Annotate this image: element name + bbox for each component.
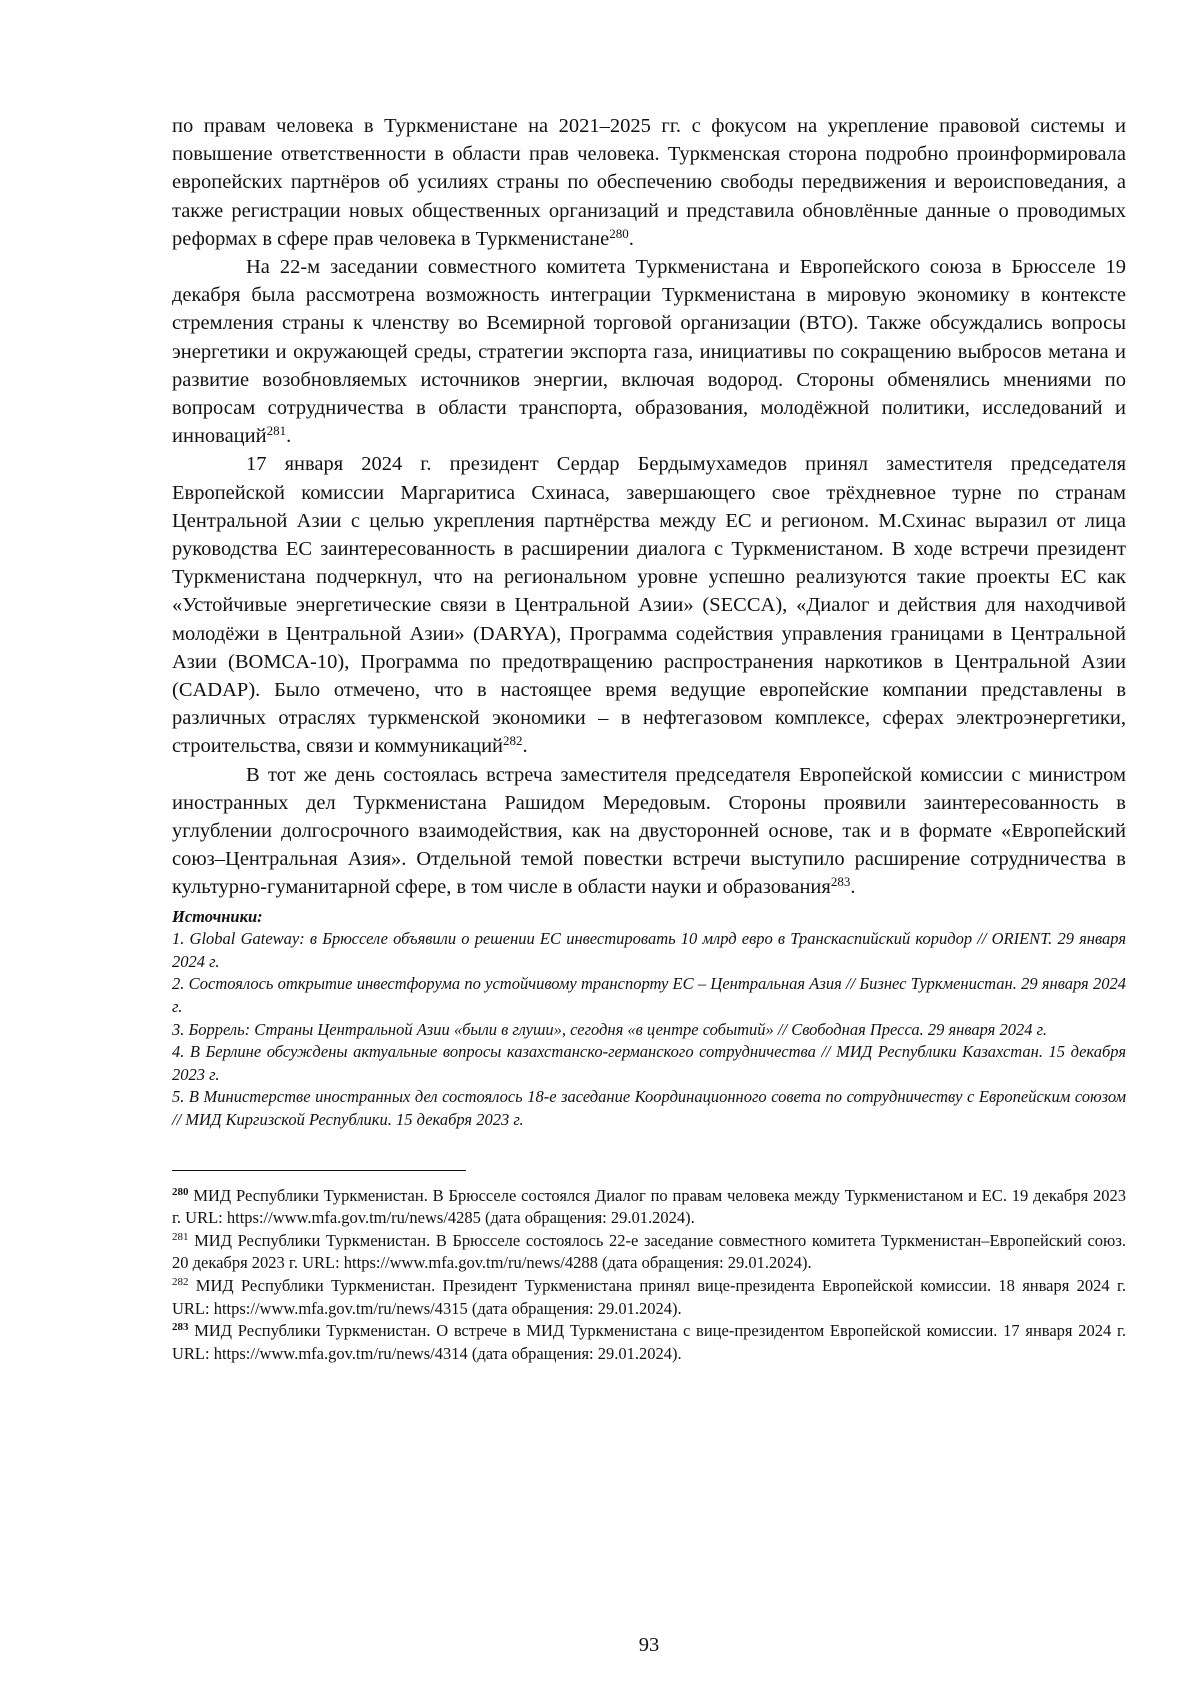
footnote-number: 281 [172, 1230, 189, 1243]
footnote-282: $^{282}$ МИД Республики Туркменистан. Президент Туркменистана принял вице-президента Европейской комиссии. 18 января 2024 г. URL: https://www.mfa.gov.tm/ru/news/4315 (дата обращения: 29.01.2024). [172, 1276, 1126, 1318]
paragraph-4: В тот же день состоялась встреча заместителя председателя Европейской комиссии с министром иностранных дел Туркменистана Рашидом Мередовым. Стороны проявили заинтересованность в углублении долгосрочного взаимодействия, как на двусторонней основе, так и в формате «Европейский союз–Центральная Азия». Отдельной темой повестки встречи выступило расширение сотрудничества в культурно-гуманитарной сфере, в том числе в области науки и образования$^{283}$. [172, 763, 1126, 899]
footnote-ref-283[interactable]: 283 [830, 874, 851, 890]
footnote-number: 282 [172, 1276, 189, 1288]
source-item: 1. Global Gateway: в Брюсселе объявили о решении ЕС инвестировать 10 млрд евро в Транскаспийский коридор // ORIENT. 29 января 2024 г. [172, 929, 1126, 971]
footnote-ref-282[interactable]: 282 [503, 733, 523, 749]
footnote-divider [172, 1170, 466, 1171]
body-text [172, 112, 1126, 902]
footnote-ref-281[interactable]: 281 [266, 423, 287, 439]
paragraph-2: На 22-м заседании совместного комитета Туркменистана и Европейского союза в Брюсселе 19 декабря была рассмотрена возможность интеграции Туркменистана в мировую экономику в контексте стремления страны к членству во Всемирной торговой организации (ВТО). Также обсуждались вопросы энергетики и окружающей среды, стратегии экспорта газа, инициативы по сокращению выбросов метана и развитие возобновляемых источников энергии, включая водород. Стороны обменялись мнениями по вопросам сотрудничества в области транспорта, образования, молодёжной политики, исследований и инноваций$^{281}$. [172, 256, 1126, 448]
source-item: 4. В Берлине обсуждены актуальные вопросы казахстанско-германского сотрудничества // МИД Республики Казахстан. 15 декабря 2023 г. [172, 1042, 1126, 1084]
source-item: 2. Состоялось открытие инвестфорума по устойчивому транспорту ЕС – Центральная Азия // Бизнес Туркменистан. 29 января 2024 г. [172, 974, 1126, 1017]
sources-section [172, 906, 1126, 1132]
footnote-281: $^{281}$ МИД Республики Туркменистан. В Брюсселе состоялось 22-е заседание совместного комитета Туркменистан–Европейский союз. 20 декабря 2023 г. URL: https://www.mfa.gov.tm/ru/news/4288 (дата обращения: 29.01.2024). [172, 1230, 1126, 1273]
footnote-number: 283 [172, 1321, 189, 1334]
paragraph-1: по правам человека в Туркменистане на 2021–2025 гг. с фокусом на укрепление правовой системы и повышение ответственности в области прав человека. Туркменская сторона подробно проинформировала европейских партнёров об усилиях страны по обеспечению свободы передвижения и вероисповедания, а также регистрации новых общественных организаций и представила обновлённые данные о проводимых реформах в сфере прав человека в Туркменистане$^{280}$. [172, 115, 1126, 250]
footnote-280: $^{280}$ МИД Республики Туркменистан. В Брюсселе состоялся Диалог по правам человека между Туркменистаном и ЕС. 19 декабря 2023 г. URL: https://www.mfa.gov.tm/ru/news/4285 (дата обращения: 29.01.2024). [172, 1185, 1126, 1228]
footnote-number: 280 [172, 1185, 189, 1198]
footnote-283: $^{283}$ МИД Республики Туркменистан. О встрече в МИД Туркменистана с вице-президентом Европейской комиссии. 17 января 2024 г. URL: https://www.mfa.gov.tm/ru/news/4314 (дата обращения: 29.01.2024). [172, 1321, 1126, 1363]
source-item: 3. Боррель: Страны Центральной Азии «были в глуши», сегодня «в центре событий» // Свободная Пресса. 29 января 2024 г. [172, 1019, 1047, 1039]
paragraph-3: 17 января 2024 г. президент Сердар Бердымухамедов принял заместителя председателя Европейской комиссии Маргаритиса Схинаса, завершающего свое трёхдневное турне по странам Центральной Азии с целью укрепления партнёрства между ЕС и регионом. М.Схинас выразил от лица руководства ЕС заинтересованность в расширении диалога с Туркменистаном. В ходе встречи президент Туркменистана подчеркнул, что на региональном уровне успешно реализуются такие проекты ЕС как «Устойчивые энергетические связи в Центральной Азии» (SECCA), «Диалог и действия для находчивой молодёжи в Центральной Азии» (DARYA), Программа содействия управления границами в Центральной Азии (BOMCA-10), Программа по предотвращению распространения наркотиков в Центральной Азии (CADAP). Было отмечено, что в настоящее время ведущие европейские компании представлены в различных отраслях туркменской экономики – в нефтегазовом комплексе, сферах электроэнергетики, строительства, связи и коммуникаций$^{282}$. [172, 453, 1126, 758]
footnotes-section [172, 1185, 1126, 1366]
footnote-ref-280[interactable]: 280 [609, 225, 629, 241]
sources-title: Источники: [172, 906, 263, 926]
page-number: 93 [638, 1634, 660, 1656]
source-item: 5. В Министерстве иностранных дел состоялось 18-е заседание Координационного совета по сотрудничеству с Европейским союзом // МИД Киргизской Республики. 15 декабря 2023 г. [172, 1087, 1126, 1130]
document-page [172, 112, 1126, 1672]
